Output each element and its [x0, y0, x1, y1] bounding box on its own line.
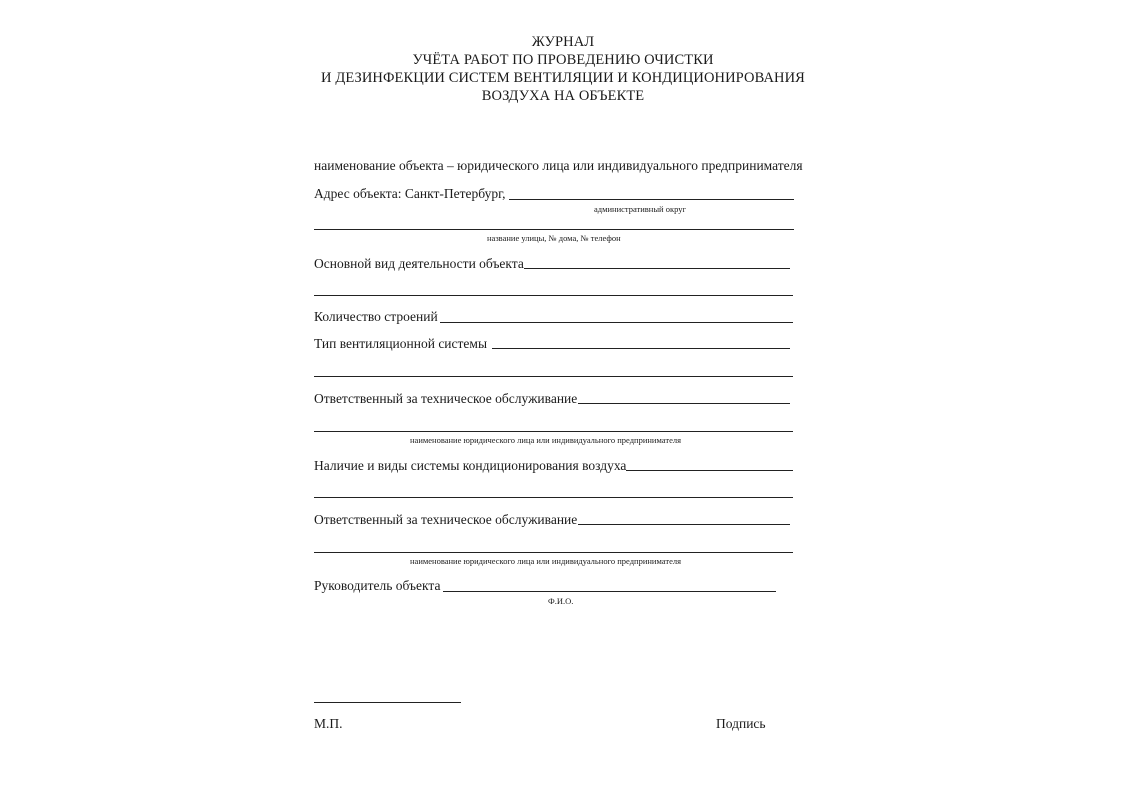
responsible-field-2[interactable] — [578, 524, 790, 525]
head-label: Руководитель объекта — [314, 578, 441, 593]
document-title — [0, 33, 1126, 105]
street-caption: название улицы, № дома, № телефон — [487, 233, 621, 243]
vent-type-label: Тип вентиляционной системы — [314, 336, 488, 351]
district-field[interactable] — [509, 199, 794, 200]
responsible-field-2-continued[interactable] — [314, 552, 793, 553]
head-field[interactable] — [443, 591, 776, 592]
title-line-4: ВОЗДУХА НА ОБЪЕКТЕ — [481, 88, 645, 104]
buildings-field[interactable] — [440, 322, 793, 323]
signature-label: Подпись — [716, 716, 766, 731]
title-line-3: И ДЕЗИНФЕКЦИИ СИСТЕМ ВЕНТИЛЯЦИИ И КОНДИЦИОНИРОВАНИЯ — [321, 70, 805, 86]
fio-caption: Ф.И.О. — [548, 596, 574, 606]
responsible-field-1[interactable] — [578, 403, 790, 404]
conditioning-field[interactable] — [626, 470, 793, 471]
activity-field-continued[interactable] — [314, 295, 793, 296]
stamp-label: М.П. — [314, 716, 343, 731]
title-line-2: УЧЁТА РАБОТ ПО ПРОВЕДЕНИЮ ОЧИСТКИ — [412, 52, 714, 68]
activity-field[interactable] — [524, 268, 790, 269]
responsible-label-1: Ответственный за техническое обслуживание — [314, 391, 578, 406]
activity-label: Основной вид деятельности объекта — [314, 256, 524, 271]
address-label: Адрес объекта: Санкт-Петербург, — [314, 186, 506, 201]
responsible-field-1-continued[interactable] — [314, 431, 793, 432]
signature-line[interactable] — [314, 702, 461, 703]
conditioning-label: Наличие и виды системы кондиционирования воздуха — [314, 458, 627, 473]
responsible-caption-2: наименование юридического лица или индивидуального предпринимателя — [410, 556, 681, 566]
vent-type-field[interactable] — [492, 348, 790, 349]
conditioning-field-continued[interactable] — [314, 497, 793, 498]
street-field[interactable] — [314, 229, 794, 230]
buildings-label: Количество строений — [314, 309, 438, 324]
object-name-caption: наименование объекта – юридического лица или индивидуального предпринимателя — [314, 158, 803, 173]
responsible-caption-1: наименование юридического лица или индивидуального предпринимателя — [410, 435, 681, 445]
responsible-label-2: Ответственный за техническое обслуживание — [314, 512, 578, 527]
title-line-1: ЖУРНАЛ — [531, 34, 595, 50]
district-caption: административный округ — [594, 204, 686, 214]
vent-type-field-continued[interactable] — [314, 376, 793, 377]
